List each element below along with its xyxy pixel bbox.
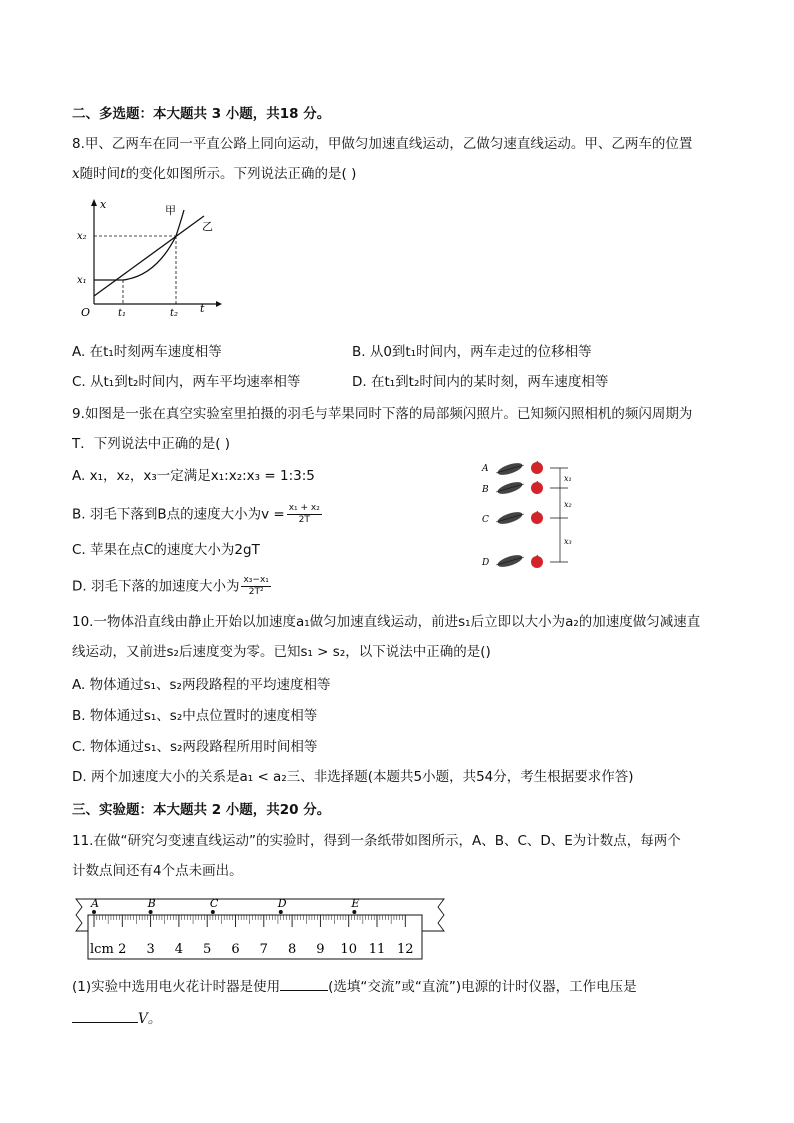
q8-stem-line1: 8.甲、乙两车在同一平直公路上同向运动，甲做匀加速直线运动，乙做匀速直线运动。甲、乙两车的位置 [72,136,693,152]
q11-subquestion-1-line1 [72,976,637,997]
q10-option-a: A. 物体通过s₁、s₂两段路程的平均速度相等 [72,677,331,693]
q9-stem-line2: T．下列说法中正确的是( ) [72,436,231,452]
q10-option-c: C. 物体通过s₁、s₂两段路程所用时间相等 [72,739,318,755]
graph-x-axis-label: t [200,302,205,315]
q8-var-x: x [72,166,80,182]
q11-subquestion-1-line2 [72,1008,161,1029]
answer-blank-voltage[interactable] [72,1008,138,1023]
tape-point-label: A [91,897,99,910]
tape-point [211,910,215,914]
q11-tape-and-ruler-figure [72,893,448,965]
graph-t1-label: t₁ [118,308,127,319]
q8-text-a: 随时间 [79,166,121,182]
q9-option-b-fraction [287,503,322,526]
graph-jia-label: 甲 [165,204,176,217]
ruler-label: 6 [231,942,240,957]
ruler-label: 3 [146,942,155,957]
feather-icon-b [496,480,524,497]
q9-stem-line1: 9.如图是一张在真空实验室里拍摄的羽毛与苹果同时下落的局部频闪照片。已知频闪照相机的频闪周期为 [72,406,693,422]
section-header-multiple-choice: 二、多选题：本大题共 3 小题，共18 分。 [72,106,331,122]
graph-x1-label: x₁ [77,275,87,286]
q9-option-d [72,575,271,598]
tape-point [352,910,356,914]
figure-label-x1: x₁ [564,474,572,483]
q11-stem-line2: 计数点间还有4个点未画出。 [72,863,243,879]
feather-icon-c [496,510,524,527]
q9-option-b [72,503,322,526]
q11-sub1-unit: V。 [138,1011,162,1027]
q10-stem-line2: 线运动，又前进s₂后速度变为零。已知s₁ > s₂，以下说法中正确的是() [72,644,491,660]
q8-option-b: B. 从0到t₁时间内，两车走过的位移相等 [352,344,592,360]
graph-t2-label: t₂ [170,308,179,319]
apple-icon-c [531,512,543,524]
section-header-experiment: 三、实验题：本大题共 2 小题，共20 分。 [72,802,331,818]
tape-point-label: D [277,897,287,910]
apple-icon-b [531,482,543,494]
feather-icon-a [496,461,524,478]
q8-position-time-graph [76,196,224,320]
tape-point-label: E [351,897,360,910]
ruler-label: 9 [316,942,325,957]
q11-sub1-text-b: (选填“交流”或“直流”)电源的计时仪器，工作电压是 [328,979,637,995]
feather-icon-d [496,553,524,570]
ruler-label: 11 [368,942,386,957]
ruler-label: 8 [287,942,297,957]
q9-option-d-denominator: 2T² [248,587,264,597]
figure-label-a: A [482,464,489,474]
q11-stem-line1: 11.在做“研究匀变速直线运动”的实验时，得到一条纸带如图所示，A、B、C、D、E为计数点，每两个 [72,833,681,849]
q9-option-b-numerator: x₁ + x₂ [288,503,320,513]
ruler-label: 10 [340,942,357,957]
ruler-label: 12 [397,942,414,957]
q9-strobe-photo-figure [480,455,580,575]
tape-point [92,910,96,914]
tape-point-label: B [147,897,156,910]
graph-x2-label: x₂ [77,231,87,242]
graph-y-axis-label: x [100,198,107,211]
q9-option-d-fraction [241,575,270,598]
ruler-label: 2 [118,942,127,957]
apple-icon-a [531,462,543,474]
tape-point [149,910,153,914]
figure-label-x3: x₃ [564,537,572,546]
q8-option-d: D. 在t₁到t₂时间内的某时刻，两车速度相等 [352,374,609,390]
q9-option-b-denominator: 2T [298,515,310,525]
q8-var-t: t [120,166,126,182]
graph-origin-label: O [81,306,91,319]
tape-point-label: C [209,897,219,910]
graph-yi-label: 乙 [202,220,213,233]
ruler-label: 5 [203,942,212,957]
q9-option-b-text: B. 羽毛下落到B点的速度大小为v = [72,506,285,523]
tape-point [279,910,283,914]
q10-stem-line1: 10.一物体沿直线由静止开始以加速度a₁做匀加速直线运动，前进s₁后立即以大小为a₂的加速度做匀减速直 [72,614,701,630]
q8-option-a: A. 在t₁时刻两车速度相等 [72,344,222,360]
q9-option-d-numerator: x₃−x₁ [243,575,269,585]
q10-option-b: B. 物体通过s₁、s₂中点位置时的速度相等 [72,708,318,724]
q11-sub1-text-a: (1)实验中选用电火花计时器是使用 [72,979,281,995]
figure-label-b: B [482,485,489,495]
q9-option-d-text: D. 羽毛下落的加速度大小为 [72,578,240,595]
ruler-label: 7 [259,942,268,957]
q8-option-c: C. 从t₁到t₂时间内，两车平均速率相等 [72,374,301,390]
q9-option-c: C. 苹果在点C的速度大小为2gT [72,542,260,558]
q10-option-d: D. 两个加速度大小的关系是a₁ < a₂三、非选择题(本题共5小题，共54分，考生根据要求作答) [72,769,634,785]
figure-label-x2: x₂ [564,500,572,509]
figure-label-c: C [482,515,489,525]
apple-icon-d [531,556,543,568]
q8-stem-line2 [72,164,356,184]
q9-option-a: A. x₁，x₂，x₃一定满足x₁:x₂:x₃ = 1:3:5 [72,468,315,484]
ruler-label: 4 [174,942,184,957]
figure-label-d: D [482,558,490,568]
ruler-label: lcm [90,942,114,957]
answer-blank-power-type[interactable] [280,976,328,991]
q8-text-b: 的变化如图所示。下列说法正确的是( ) [125,166,357,182]
